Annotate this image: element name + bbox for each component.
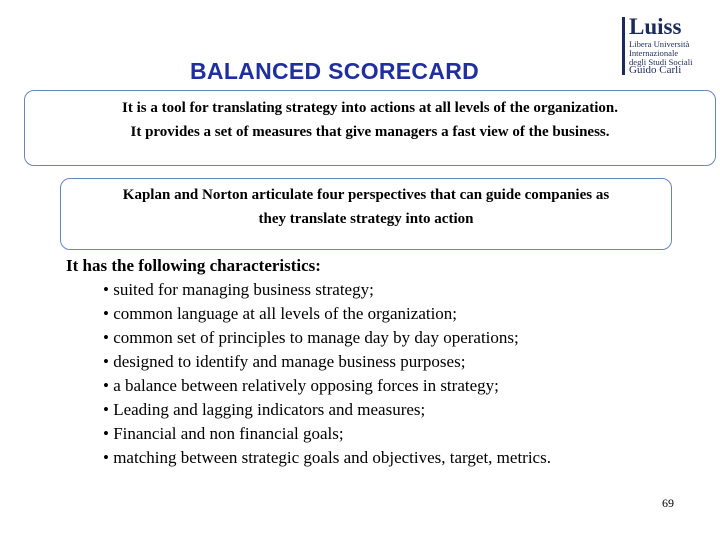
logo-subtitle (629, 40, 693, 67)
logo-subtitle-line: Internazionale (629, 48, 679, 58)
list-item: • matching between strategic goals and objectives, target, metrics. (103, 448, 551, 467)
logo-subtitle-line: degli Studi Sociali (629, 57, 693, 67)
list-item: • common language at all levels of the organization; (103, 304, 458, 323)
slide-title: BALANCED SCORECARD (190, 58, 480, 84)
definition-line-1: It is a tool for translating strategy into actions at all levels of the organization. (122, 100, 618, 116)
list-item: • Financial and non financial goals; (103, 424, 344, 443)
list-item: • designed to identify and manage business purposes; (103, 352, 466, 371)
page-number: 69 (662, 496, 674, 510)
definition-box (24, 90, 716, 166)
logo-subtitle-last: Guido Carli (629, 64, 682, 76)
list-item: • suited for managing business strategy; (103, 280, 374, 299)
perspectives-line-1: Kaplan and Norton articulate four perspectives that can guide companies as (122, 187, 610, 203)
perspectives-line-2: they translate strategy into action (258, 211, 474, 227)
perspectives-box (60, 178, 672, 250)
luiss-logo (622, 15, 698, 77)
characteristics-heading: It has the following characteristics: (66, 256, 321, 275)
characteristics-list (66, 278, 706, 470)
characteristics-section (66, 254, 706, 470)
logo-name: Luiss (629, 14, 682, 39)
list-item: • Leading and lagging indicators and measures; (103, 400, 426, 419)
definition-line-2: It provides a set of measures that give managers a fast view of the business. (130, 124, 610, 140)
logo-bar (622, 17, 625, 75)
list-item: • common set of principles to manage day by day operations; (103, 328, 519, 347)
logo-subtitle-line: Libera Università (629, 39, 690, 49)
list-item: • a balance between relatively opposing forces in strategy; (103, 376, 499, 395)
